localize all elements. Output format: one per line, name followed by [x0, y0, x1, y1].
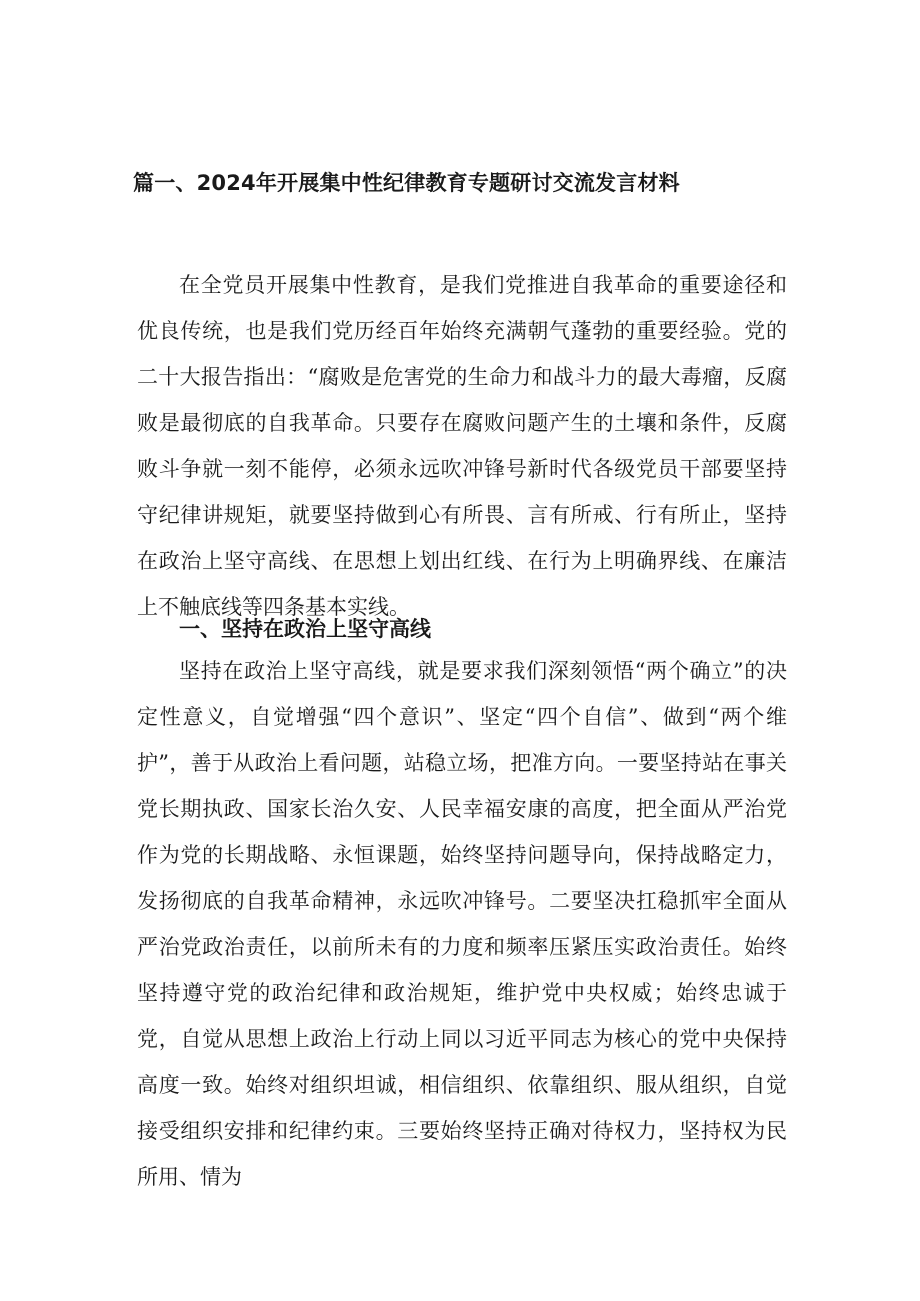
document-title: 篇一、2024年开展集中性纪律教育专题研讨交流发言材料 [133, 171, 680, 195]
section-heading-1: 一、坚持在政治上坚守高线 [179, 617, 431, 641]
section-1-paragraph: 坚持在政治上坚守高线，就是要求我们深刻领悟“两个确立”的决定性意义，自觉增强“四个意识”、坚定“四个自信”、做到“两个维护”，善于从政治上看问题，站稳立场，把准方向。一要坚持站在事关党长期执政、国家长治久安、人民幸福安康的高度，把全面从严治党作为党的长期战略、永恒课题，始终坚持问题导向，保持战略定力，发扬彻底的自我革命精神，永远吹冲锋号。二要坚决扛稳抓牢全面从严治党政治责任，以前所未有的力度和频率压紧压实政治责任。始终坚持遵守党的政治纪律和政治规矩，维护党中央权威；始终忠诚于党，自觉从思想上政治上行动上同以习近平同志为核心的党中央保持高度一致。始终对组织坦诚，相信组织、依靠组织、服从组织，自觉接受组织安排和纪律约束。三要始终坚持正确对待权力，坚持权为民所用、情为 [137, 659, 787, 1189]
intro-paragraph: 在全党员开展集中性教育，是我们党推进自我革命的重要途径和优良传统，也是我们党历经百年始终充满朝气蓬勃的重要经验。党的二十大报告指出：“腐败是危害党的生命力和战斗力的最大毒瘤，反腐败是最彻底的自我革命。只要存在腐败问题产生的土壤和条件，反腐败斗争就一刻不能停，必须永远吹冲锋号新时代各级党员干部要坚持守纪律讲规矩，就要坚持做到心有所畏、言有所戒、行有所止，坚持在政治上坚守高线、在思想上划出红线、在行为上明确界线、在廉洁上不触底线等四条基本实线。 [137, 273, 787, 619]
